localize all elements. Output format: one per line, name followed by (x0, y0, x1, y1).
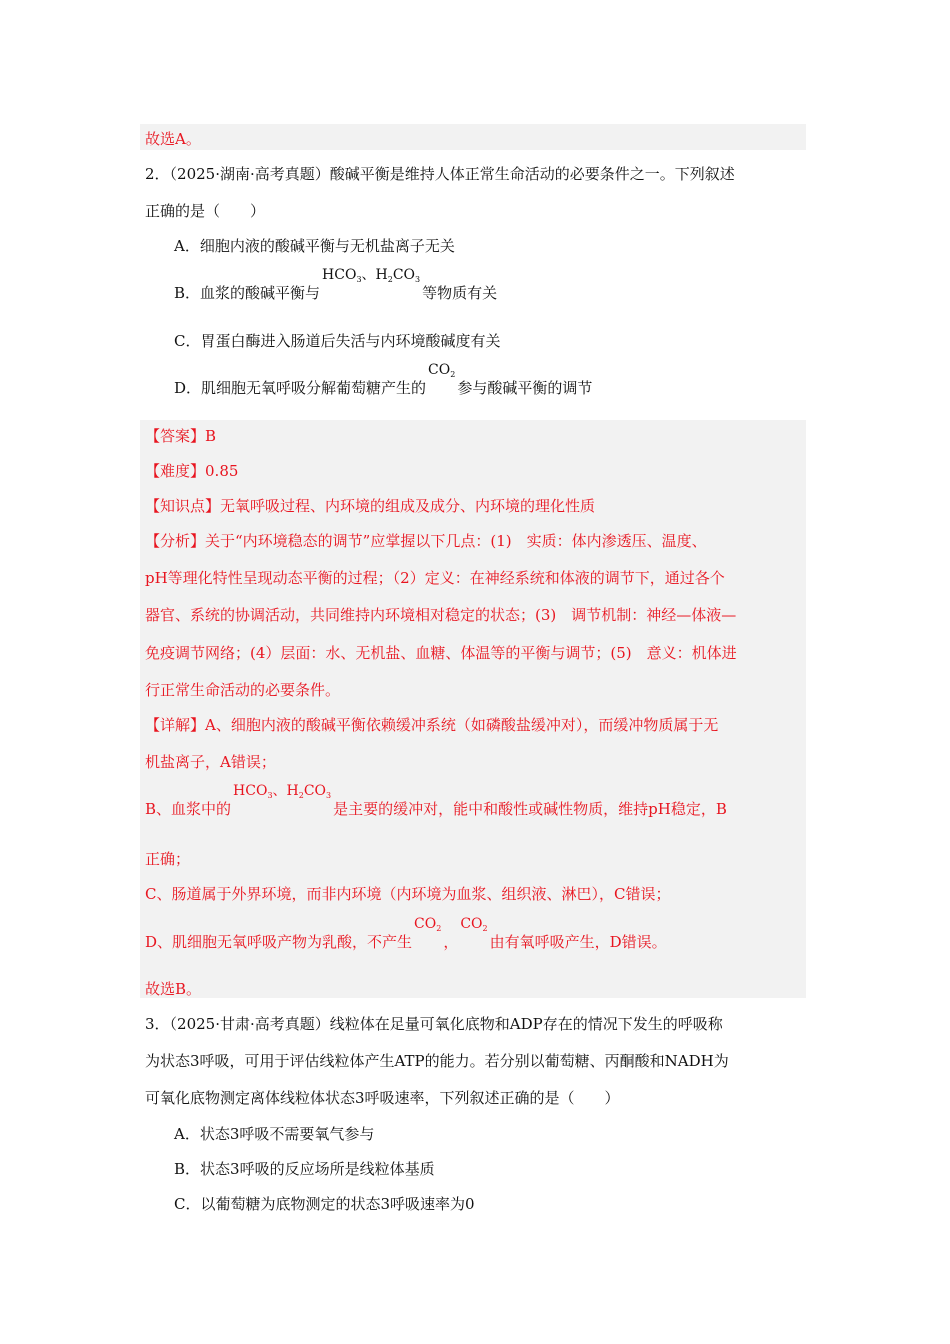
q2-difficulty (145, 461, 238, 481)
q2-option-b-pre: B．血浆的酸碱平衡与 (174, 284, 321, 302)
q2-stem-line-2: 正确的是（ ） (145, 202, 266, 220)
q2-detail-line-1: 【详解】A、细胞内液的酸碱平衡依赖缓冲系统（如磷酸盐缓冲对），而缓冲物质属于无 (145, 716, 719, 734)
q3-stem-line-3: 可氧化底物测定离体线粒体状态3呼吸速率，下列叙述正确的是（ ） (145, 1089, 620, 1107)
q2-stem-line-1: 2．（2025·湖南·高考真题）酸碱平衡是维持人体正常生命活动的必要条件之一。下列叙述 (145, 165, 735, 183)
q3-stem-line-1: 3．（2025·甘肃·高考真题）线粒体在足量可氧化底物和ADP存在的情况下发生的呼吸称 (145, 1015, 723, 1033)
q2-detail-line-2: 机盐离子，A错误； (145, 753, 276, 771)
prev-answer-shade (140, 124, 806, 150)
detail-co2-formula-1: $CO_2$ (414, 916, 442, 933)
detail-label: 【详解】 (145, 716, 206, 734)
q2-detail-line-5: C、肠道属于外界环境，而非内环境（内环境为血浆、组织液、淋巴），C错误； (145, 885, 671, 903)
q3-option-c: C．以葡萄糖为底物测定的状态3呼吸速率为0 (174, 1195, 475, 1213)
q2-analysis-line-1: 【分析】关于“内环境稳态的调节”应掌握以下几点：(1) 实质：体内渗透压、温度、 (145, 532, 707, 550)
knowledge-label: 【知识点】 (145, 497, 221, 515)
q2-option-d-post: 参与酸碱平衡的调节 (457, 379, 593, 397)
q2-detail-line-4: 正确； (145, 850, 191, 868)
answer-value: B (205, 427, 217, 445)
q2-knowledge (145, 496, 595, 516)
q3-option-b: B．状态3呼吸的反应场所是线粒体基质 (174, 1160, 435, 1178)
q2-answer-end: 故选B。 (145, 980, 202, 998)
difficulty-label: 【难度】 (145, 462, 206, 480)
answer-label: 【答案】 (145, 427, 206, 445)
q2-analysis-line-2: pH等理化特性呈现动态平衡的过程；（2）定义：在神经系统和体液的调节下，通过各个 (145, 569, 725, 587)
analysis-label: 【分析】 (145, 532, 206, 550)
q2-option-b (174, 267, 498, 308)
difficulty-value: 0.85 (205, 462, 239, 480)
detail-hco3-h2co3-formula: $HCO_3$、$H_2CO_3$ (233, 783, 332, 800)
knowledge-value: 无氧呼吸过程、内环境的组成及成分、内环境的理化性质 (220, 497, 596, 515)
q2-option-c: C．胃蛋白酶进入肠道后失活与内环境酸碱度有关 (174, 332, 501, 350)
q2-option-d (174, 362, 593, 403)
q2-option-b-post: 等物质有关 (422, 284, 498, 302)
q2-analysis-line-5: 行正常生命活动的必要条件。 (145, 681, 341, 699)
q2-option-a: A．细胞内液的酸碱平衡与无机盐离子无关 (174, 237, 455, 255)
q2-analysis-line-3: 器官、系统的协调活动，共同维持内环境相对稳定的状态；(3) 调节机制：神经—体液— (145, 606, 737, 624)
q2-analysis-line-4: 免疫调节网络；(4）层面：水、无机盐、血糖、体温等的平衡与调节；(5) 意义：机体进 (145, 644, 737, 662)
q3-stem-line-2: 为状态3呼吸，可用于评估线粒体产生ATP的能力。若分别以葡萄糖、丙酮酸和NADH为 (145, 1052, 729, 1070)
q2-detail-line-6: D、肌细胞无氧呼吸产物为乳酸，不产生$CO_2$，$CO_2$由有氧呼吸产生，D错误。 (145, 916, 667, 951)
q2-detail-line-3: B、血浆中的$HCO_3$、$H_2CO_3$是主要的缓冲对，能中和酸性或碱性物质，维持pH稳定，B (145, 783, 727, 818)
hco3-h2co3-formula: $HCO_3$、$H_2CO_3$ (322, 267, 421, 284)
co2-formula: $CO_2$ (428, 362, 456, 379)
q2-answer (145, 426, 216, 446)
detail-co2-formula-2: $CO_2$ (460, 916, 488, 933)
prev-answer-end: 故选A。 (145, 130, 201, 148)
q2-option-d-pre: D．肌细胞无氧呼吸分解葡萄糖产生的 (174, 379, 427, 397)
q3-option-a: A．状态3呼吸不需要氧气参与 (174, 1125, 375, 1143)
